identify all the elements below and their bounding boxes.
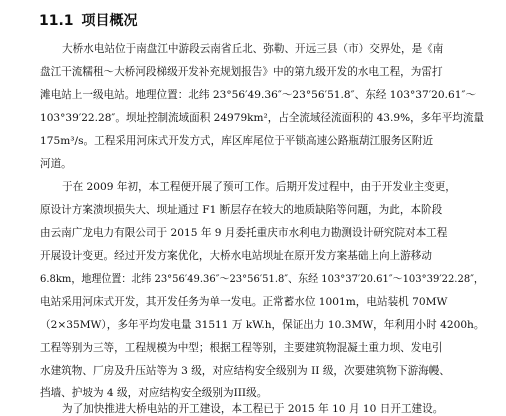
section-number: 11.1 — [39, 13, 74, 29]
p1-line-1: 大桥水电站位于南盘江中游段云南省丘北、弥勒、开远三县（市）交界处，是《南 — [62, 43, 444, 55]
p2-line-2: 原设计方案溃坝损失大、坝址通过 F1 断层存在较大的地质缺陷等问题，为此，本阶段 — [40, 204, 443, 216]
p3-line-1: 为了加快推进大桥电站的开工建设，本工程已于 2015 年 10 月 10 日开工建设。 — [62, 403, 444, 415]
p2-line-4: 开展设计变更。经过开发方案优化，大桥水电站坝址在原开发方案基础上向上游移动 — [40, 250, 432, 262]
p2-line-8: 工程等别为三等，工程规模为中型；根据工程等别，主要建筑物混凝土重力坝、发电引 — [40, 342, 443, 354]
section-title: 项目概况 — [81, 13, 138, 29]
p2-line-1: 于在 2009 年初，本工程便开展了预可工作。后期开发过程中，由于开发业主变更， — [62, 181, 456, 193]
p1-line-3: 滩电站上一级电站。地理位置：北纬 23°56′49.36″～23°56′51.8″、东经 103°37′20.61″～ — [40, 89, 477, 101]
p1-line-5: 175m³/s。工程采用河床式开发方式，库区库尾位于平锁高速公路瓶葫江服务区附近 — [40, 135, 434, 147]
p2-line-6: 电站采用河床式开发，其开发任务为单一发电。正常蓄水位 1001m，电站装机 70MW — [40, 296, 448, 308]
p1-line-6: 河道。 — [40, 158, 72, 170]
p1-line-4: 103°39′22.28″。坝址控制流域面积 24979km²，占全流域径流面积的 43.9%，多年平均流量 — [40, 112, 484, 124]
p2-line-3: 由云南广龙电力有限公司于 2015 年 9 月委托重庆市水利电力勘测设计研究院对本工程 — [40, 227, 448, 239]
section-heading — [39, 12, 138, 30]
p1-line-2: 盘江干流糯租～大桥河段梯级开发补充规划报告》中的第九级开发的水电工程，为雷打 — [40, 66, 443, 78]
p2-line-10: 挡墙、护坡为 4 级，对应结构安全级别为III级。 — [40, 387, 268, 399]
p2-line-7: （2×35MW），多年平均发电量 31511 万 kW.h，保证出力 10.3MW，年利用小时 4200h。 — [40, 319, 485, 331]
p2-line-5: 6.8km，地理位置：北纬 23°56′49.36″～23°56′51.8″、东经 103°37′20.61″～103°39′22.28″， — [40, 273, 484, 285]
p2-line-9: 水建筑物、厂房及升压站等为 3 级，对应结构安全级别为 II 级，次要建筑物下游海幔、 — [40, 365, 450, 377]
